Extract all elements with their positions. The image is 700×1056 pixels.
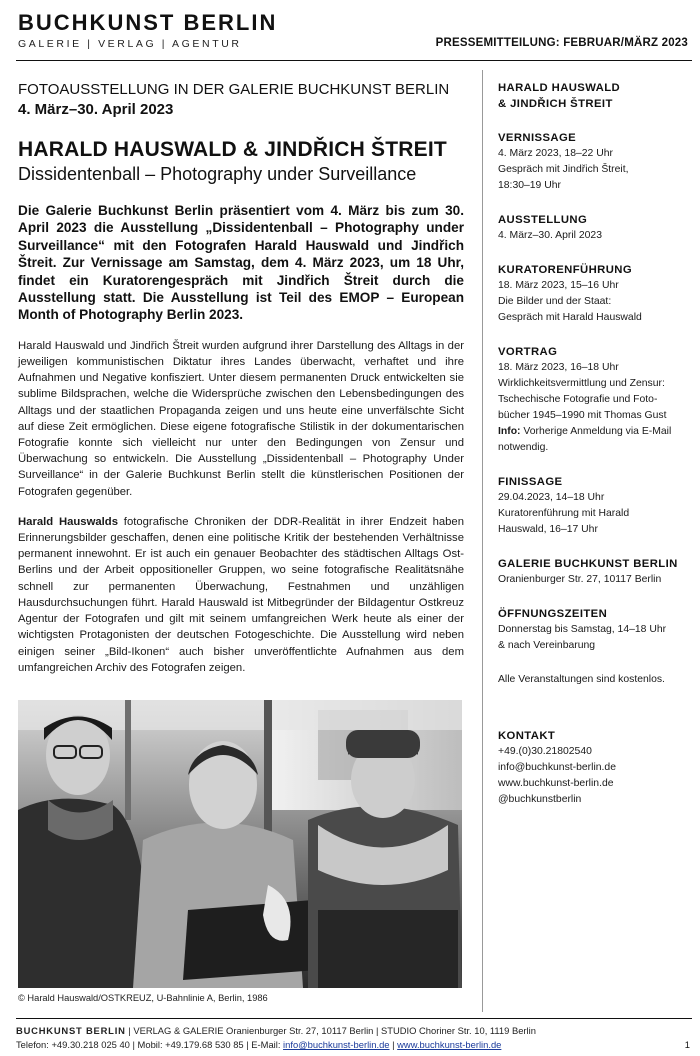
footer-address-line [16, 1025, 536, 1036]
sidebar-heading: FINISSAGE [498, 476, 563, 488]
sidebar-free-note-block [498, 672, 694, 688]
header-divider [16, 60, 692, 61]
lead-paragraph: Die Galerie Buchkunst Berlin präsentiert vom 4. März bis zum 30. April 2023 die Ausstellung „Dissidentenball – Photography under Surveillance“ mit den Fotografen Harald Hauswald und Jindřich Štreit. Zur Vernissage am Samstag, dem 4. März 2023, um 18 Uhr, findet ein Kuratorengespräch mit Jindřich Štreit durch die Ausstellung statt. Die Ausstellung ist Teil des EMOP – European Month of Photography Berlin 2023. [18, 203, 464, 323]
sidebar-line: & nach Vereinbarung [498, 640, 596, 651]
brand-logo: BUCHKUNST BERLIN [18, 10, 278, 35]
sidebar-heading: VORTRAG [498, 346, 558, 358]
footer-brand: BUCHKUNST BERLIN [16, 1025, 126, 1036]
sidebar-line: bücher 1945–1990 mit Thomas Gust [498, 410, 667, 421]
contact-website[interactable]: www.buchkunst-berlin.de [498, 778, 614, 789]
main-column [18, 80, 464, 676]
sidebar-vernissage [498, 130, 694, 194]
footer-web-link[interactable]: www.buchkunst-berlin.de [397, 1039, 502, 1050]
sidebar-heading: AUSSTELLUNG [498, 214, 588, 226]
sidebar-vortrag [498, 344, 694, 456]
column-divider [482, 70, 483, 1012]
sidebar-artist-line: HARALD HAUSWALD [498, 82, 621, 94]
sidebar-heading: GALERIE BUCHKUNST BERLIN [498, 558, 678, 570]
contact-phone: +49.(0)30.21802540 [498, 746, 592, 757]
page-subtitle: Dissidentenball – Photography under Surveillance [18, 164, 417, 184]
brand-tagline: GALERIE | VERLAG | AGENTUR [18, 38, 242, 50]
exhibition-photo [18, 700, 462, 988]
footer-phone: Telefon: +49.30.218 025 40 | Mobil: +49.179.68 530 85 | E-Mail: [16, 1039, 284, 1050]
footer-email-link[interactable]: info@buchkunst-berlin.de [283, 1039, 390, 1050]
sidebar-finissage [498, 474, 694, 538]
footer-address: | VERLAG & GALERIE Oranienburger Str. 27, 10117 Berlin | STUDIO Choriner Str. 10, 1119 Berlin [125, 1025, 536, 1036]
sidebar-line: Tschechische Fotografie und Foto- [498, 394, 658, 405]
sidebar-line: 18. März 2023, 15–16 Uhr [498, 280, 619, 291]
kicker: FOTOAUSSTELLUNG IN DER GALERIE BUCHKUNST BERLIN [18, 81, 450, 98]
sidebar-line: Oranienburger Str. 27, 10117 Berlin [498, 574, 662, 585]
sidebar-heading: KURATORENFÜHRUNG [498, 264, 633, 276]
free-admission-note: Alle Veranstaltungen sind kostenlos. [498, 674, 665, 685]
sidebar-line: Hauswald, 16–17 Uhr [498, 524, 598, 535]
sidebar-galerie [498, 556, 694, 588]
sidebar-line: Donnerstag bis Samstag, 14–18 Uhr [498, 624, 667, 635]
sidebar-kontakt [498, 728, 694, 808]
footer-contact-line [16, 1039, 501, 1050]
footer-separator: | [389, 1039, 398, 1050]
sidebar-line: 4. März–30. April 2023 [498, 230, 602, 241]
sidebar-line: 4. März 2023, 18–22 Uhr [498, 148, 613, 159]
sidebar-artist-line: & JINDŘICH ŠTREIT [498, 98, 613, 110]
page-number: 1 [684, 1039, 690, 1050]
artist-name-bold: Harald Hauswalds [18, 515, 118, 528]
sidebar-line: 29.04.2023, 14–18 Uhr [498, 492, 605, 503]
sidebar-heading: KONTAKT [498, 730, 556, 742]
info-label: Info: [498, 426, 521, 437]
sidebar [498, 80, 694, 826]
sidebar-oeffnungszeiten [498, 606, 694, 654]
sidebar-line: Wirklichkeitsvermittlung und Zensur: [498, 378, 665, 389]
press-release-label: PRESSEMITTEILUNG: FEBRUAR/MÄRZ 2023 [435, 37, 688, 49]
sidebar-artists [498, 80, 694, 112]
body-paragraph-2-text: fotografische Chroniken der DDR-Realität in ihrer Endzeit haben Erinnerungsbilder geschaffen, denen eine politische Kritik der bestehenden Verhältnisse permanent innewohnt. Er ist auch ein genauer Beobachter des städtischen Alltags Ost-Berlins und der Arbeit oppositioneller Gruppen, wo seine fotografische Realitätsnähe schnell zur permanenten Überwachung, Festnahmen und unzähligen Hausdurchsuchungen führt. Harald Hauswald ist Mitbegründer der Bildagentur Ostkreuz Agentur der Fotografen und gilt mit seinem umfangreichen Werk heute als einer der wichtigsten Protagonisten der deutschen Fotogeschichte. Die Ausstellung wird neben einigen seiner „Bild-Ikonen“ auch bisher unveröffentlichte Aufnahmen aus dem umfangreichen Archiv des Fotografen zeigen. [18, 515, 464, 674]
body-paragraph-2 [18, 514, 464, 676]
sidebar-line: 18. März 2023, 16–18 Uhr [498, 362, 619, 373]
info-text: Vorherige Anmeldung via E-Mail [520, 426, 672, 437]
sidebar-line: notwendig. [498, 442, 549, 453]
sidebar-line: Kuratorenführung mit Harald [498, 508, 630, 519]
contact-instagram: @buchkunstberlin [498, 794, 582, 805]
sidebar-line: Die Bilder und der Staat: [498, 296, 612, 307]
footer-divider [16, 1018, 692, 1019]
sidebar-heading: ÖFFNUNGSZEITEN [498, 608, 608, 620]
body-paragraph-1: Harald Hauswald und Jindřich Štreit wurden aufgrund ihrer Darstellung des Alltags in der jeweiligen kommunistischen Diktatur ihres Landes überwacht, verhaftet und ihre Aufnahmen und Negative konfisziert. Unter diesem permanenten Druck entwickelten sie sublime Bildsprachen, welche die Widersprüche zwischen den Lebensbedingungen des Alltags und der staatlichen Propaganda zeigen und uns heute eine unverfälschte Sicht auf diese Zeit ermöglichen. Diese eigene fotografische Stilistik in der dokumentarischen Fotografie konnte sich vielleicht nur unter den Bedingungen von Zensur und Überwachung so entwickeln. Die Ausstellung „Dissidentenball – Photography Under Surveillance“ in der Galerie Buchkunst Berlin stellt die künstlerischen Positionen der Fotografen gegenüber. [18, 339, 464, 498]
letterhead [16, 8, 692, 64]
sidebar-line: 18:30–19 Uhr [498, 180, 561, 191]
contact-email[interactable]: info@buchkunst-berlin.de [498, 762, 616, 773]
sidebar-heading: VERNISSAGE [498, 132, 577, 144]
sidebar-line: Gespräch mit Jindřich Štreit, [498, 164, 629, 175]
page-title: HARALD HAUSWALD & JINDŘICH ŠTREIT [18, 138, 447, 161]
sidebar-ausstellung [498, 212, 694, 244]
photo-caption: © Harald Hauswald/OSTKREUZ, U-Bahnlinie A, Berlin, 1986 [18, 993, 268, 1003]
exhibition-dates: 4. März–30. April 2023 [18, 101, 174, 118]
sidebar-kuratorenfuehrung [498, 262, 694, 326]
sidebar-info [498, 424, 694, 440]
sidebar-line: Gespräch mit Harald Hauswald [498, 312, 642, 323]
